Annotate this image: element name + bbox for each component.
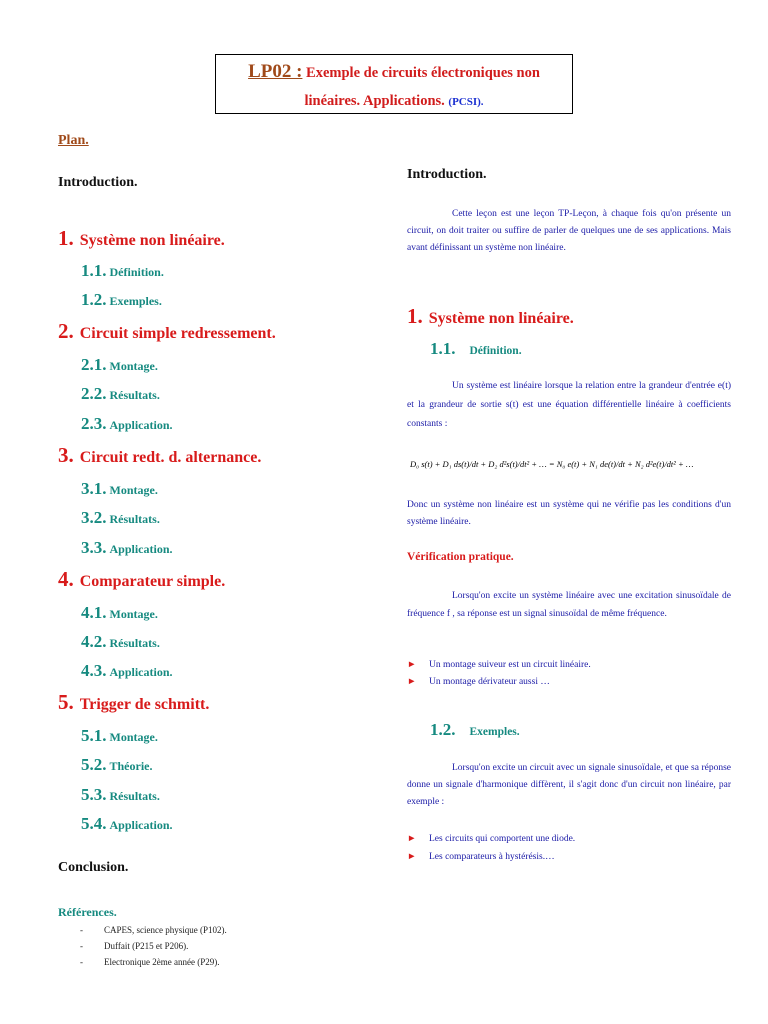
arrow-icon: ►: [407, 834, 417, 844]
reference-item: - CAPES, science physique (P102).: [80, 925, 227, 935]
verification-paragraph: Lorsqu'on excite un système linéaire avec une excitation sinusoïdale de fréquence f , sa réponse est un signal sinusoïdal de même fréquence.: [407, 591, 731, 619]
plan-heading: Plan.: [58, 133, 89, 148]
subsection-title: Définition.: [469, 345, 522, 357]
toc-subsection: [81, 603, 158, 623]
title-box: [215, 54, 573, 114]
toc-subsection: [81, 726, 158, 746]
toc-title: Théorie.: [109, 759, 153, 773]
toc-num: 5.3.: [81, 785, 107, 804]
arrow-icon: ►: [407, 677, 417, 687]
subsection-num: 1.2.: [430, 720, 456, 739]
toc-num: 3.1.: [81, 479, 107, 498]
reference-text: Electronique 2ème année (P29).: [104, 957, 220, 967]
toc-subsection: [81, 538, 173, 558]
toc-title: Résultats.: [109, 636, 160, 650]
toc-title: Comparateur simple.: [79, 573, 226, 590]
toc-title: Exemples.: [109, 294, 162, 308]
toc-section-1: [58, 226, 225, 251]
bullet-text: Les circuits qui comportent une diode.: [429, 834, 576, 844]
toc-subsection: [81, 632, 160, 652]
toc-title: Résultats.: [109, 388, 160, 402]
toc-title: Montage.: [109, 483, 158, 497]
definition-heading: [430, 339, 522, 359]
toc-subsection: [81, 661, 173, 681]
title-text-1: Exemple de circuits électroniques non: [306, 65, 540, 81]
toc-title: Circuit simple redressement.: [79, 325, 276, 342]
toc-title: Définition.: [109, 265, 164, 279]
toc-title: Montage.: [109, 730, 158, 744]
title-line-1: [216, 61, 572, 83]
section-title: Système non linéaire.: [428, 310, 574, 327]
toc-num: 4.1.: [81, 603, 107, 622]
toc-subsection: [81, 479, 158, 499]
references-heading: Références.: [58, 905, 117, 919]
toc-num: 1.1.: [81, 261, 107, 280]
toc-num: 4.: [58, 567, 74, 591]
toc-section-5: [58, 690, 209, 715]
arrow-icon: ►: [407, 660, 417, 670]
toc-section-4: [58, 567, 225, 592]
reference-text: Duffait (P215 et P206).: [104, 941, 189, 951]
toc-subsection: [81, 814, 173, 834]
toc-num: 2.1.: [81, 355, 107, 374]
nonlinear-paragraph: Donc un système non linéaire est un système qui ne vérifie pas les conditions d'un système linéaire.: [407, 500, 731, 527]
toc-num: 5.: [58, 690, 74, 714]
toc-title: Application.: [109, 665, 173, 679]
bullet-item: [407, 852, 555, 862]
toc-title: Application.: [109, 542, 173, 556]
toc-subsection: [81, 384, 160, 404]
reference-text: CAPES, science physique (P102).: [104, 925, 227, 935]
verification-heading: Vérification pratique.: [407, 551, 514, 563]
toc-title: Application.: [109, 418, 173, 432]
toc-section-3: [58, 443, 261, 468]
toc-title: Circuit redt. d. alternance.: [79, 449, 262, 466]
definition-paragraph: Un système est linéaire lorsque la relation entre la grandeur d'entrée e(t) et la grandeur de sortie s(t) est une équation différentielle linéaire à coefficients constants :: [407, 381, 731, 429]
toc-num: 2.: [58, 319, 74, 343]
toc-num: 4.2.: [81, 632, 107, 651]
toc-num: 1.2.: [81, 290, 107, 309]
reference-item: - Duffait (P215 et P206).: [80, 941, 189, 951]
toc-title: Résultats.: [109, 789, 160, 803]
arrow-icon: ►: [407, 852, 417, 862]
differential-equation: [410, 448, 734, 478]
toc-title: Système non linéaire.: [79, 232, 225, 249]
toc-subsection: [81, 414, 173, 434]
bullet-item: [407, 677, 550, 687]
bullet-text: Un montage dérivateur aussi …: [429, 677, 550, 687]
toc-title: Trigger de schmitt.: [79, 696, 210, 713]
section-num: 1.: [407, 304, 423, 328]
toc-num: 3.2.: [81, 508, 107, 527]
lesson-code: LP02 :: [248, 61, 303, 82]
toc-num: 2.3.: [81, 414, 107, 433]
toc-subsection: [81, 355, 158, 375]
toc-subsection: [81, 261, 164, 281]
toc-subsection: [81, 508, 160, 528]
toc-title: Montage.: [109, 359, 158, 373]
toc-num: 2.2.: [81, 384, 107, 403]
toc-subsection: [81, 755, 153, 775]
examples-heading: [430, 720, 520, 740]
toc-num: 3.3.: [81, 538, 107, 557]
toc-num: 5.2.: [81, 755, 107, 774]
bullet-item: [407, 834, 575, 844]
toc-title: Application.: [109, 818, 173, 832]
toc-num: 5.1.: [81, 726, 107, 745]
intro-heading: Introduction.: [407, 167, 487, 182]
bullet-text: Les comparateurs à hystérésis.…: [429, 852, 555, 862]
toc-num: 5.4.: [81, 814, 107, 833]
toc-num: 3.: [58, 443, 74, 467]
plan-introduction: Introduction.: [58, 175, 138, 190]
title-line-2: [216, 93, 572, 110]
title-text-2: linéaires. Applications.: [304, 93, 445, 109]
bullet-item: [407, 660, 591, 670]
toc-subsection: [81, 785, 160, 805]
examples-paragraph: Lorsqu'on excite un circuit avec un signale sinusoïdale, et que sa réponse donne un signale d'harmonique diffèrent, il s'agit donc d'un circuit non linéaire, par exemple :: [407, 763, 731, 807]
toc-num: 4.3.: [81, 661, 107, 680]
subsection-num: 1.1.: [430, 339, 456, 358]
section-1-heading: [407, 304, 574, 329]
toc-num: 1.: [58, 226, 74, 250]
equation-graphic: [410, 448, 734, 478]
reference-item: - Electronique 2ème année (P29).: [80, 957, 220, 967]
equation-text: D₀ s(t) + D₁ ds(t)/dt + D₂ d²s(t)/dt² + … = N₀ e(t) + N₁ de(t)/dt + N₂ d²e(t)/dt² + …: [410, 459, 694, 469]
toc-section-2: [58, 319, 276, 344]
toc-title: Montage.: [109, 607, 158, 621]
subsection-title: Exemples.: [469, 726, 520, 738]
bullet-text: Un montage suiveur est un circuit linéaire.: [429, 660, 591, 670]
toc-title: Résultats.: [109, 512, 160, 526]
toc-subsection: [81, 290, 162, 310]
level-badge: (PCSI).: [448, 96, 484, 108]
intro-paragraph: Cette leçon est une leçon TP-Leçon, à chaque fois qu'on présente un circuit, on doit traiter ou suffire de parler de quelques une de ses applications. Mais avant définissant un système non linéaire.: [407, 209, 731, 253]
plan-conclusion: Conclusion.: [58, 860, 129, 875]
